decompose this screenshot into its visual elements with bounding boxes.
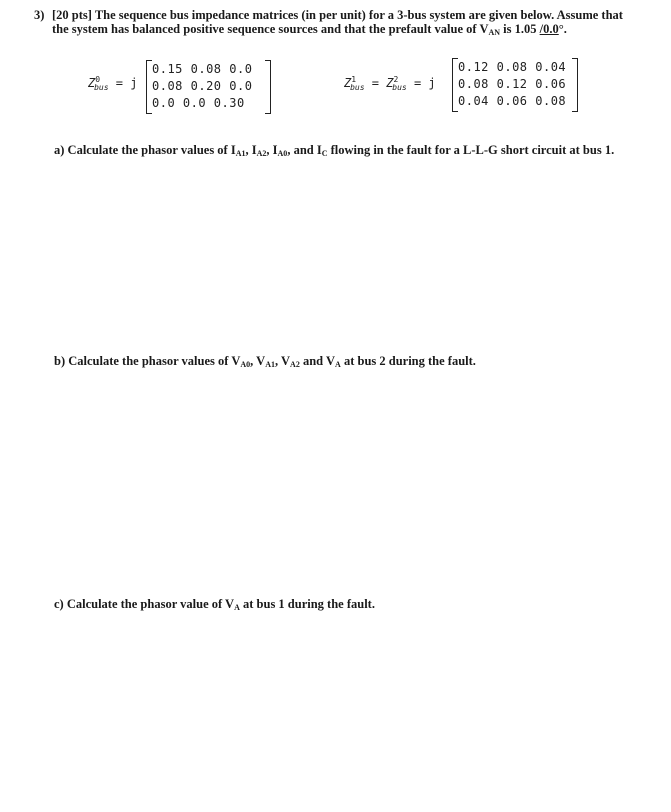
z0-bus-label: $Z^0_{bus} = j$ <box>88 75 138 92</box>
matrix-row: 0.08 0.12 0.06 <box>458 77 567 91</box>
zero-sequence-equation <box>88 60 288 114</box>
positive-negative-sequence-equation <box>344 58 584 112</box>
part-b: b) Calculate the phasor values of VA0, VA1, VA2 and VA at bus 2 during the fault. <box>54 354 476 369</box>
subscript-an: AN <box>488 28 501 37</box>
z0-bus-matrix <box>146 60 271 112</box>
question-line-2: the system has balanced positive sequence sources and that the prefault value of VAN is 1.05 /0.0°. <box>52 22 567 37</box>
z1-z2-bus-label: $Z^1_{bus} = Z^2_{bus} = j$ <box>344 75 436 92</box>
matrix-row: 0.08 0.20 0.0 <box>152 79 253 93</box>
matrix-row: 0.12 0.08 0.04 <box>458 60 567 74</box>
matrix-row: 0.0 0.0 0.30 <box>152 96 245 110</box>
matrix-row: 0.04 0.06 0.08 <box>458 94 567 108</box>
prefault-angle: /0.0 <box>539 22 559 36</box>
question-line-1: [20 pts] The sequence bus impedance matrices (in per unit) for a 3-bus system are given below. Assume that <box>52 8 623 22</box>
question-number: 3) <box>34 8 45 22</box>
part-c: c) Calculate the phasor value of VA at bus 1 during the fault. <box>54 597 375 612</box>
part-a: a) Calculate the phasor values of IA1, IA2, IA0, and IC flowing in the fault for a L-L-G short circuit at bus 1. <box>54 143 615 158</box>
z1-bus-matrix <box>452 58 578 110</box>
matrix-row: 0.15 0.08 0.0 <box>152 62 253 76</box>
question-text <box>52 8 652 38</box>
